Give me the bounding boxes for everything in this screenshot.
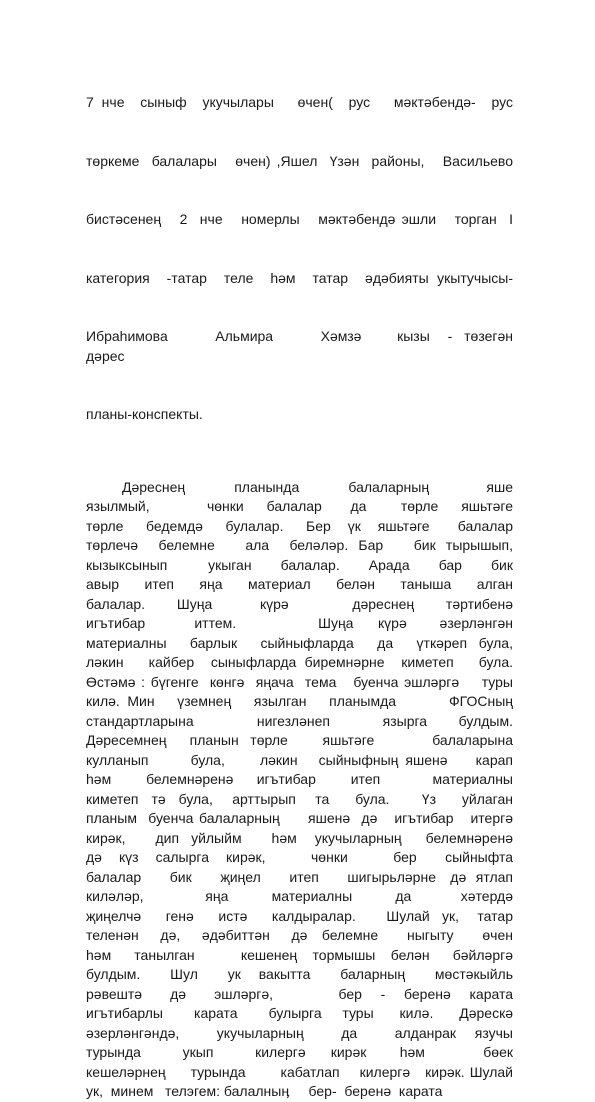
text-line: стандартларына нигезләнеп язырга булдым. — [86, 712, 513, 729]
text-line: кулланып була, ләкин сыйныфның яшенә карап — [86, 751, 513, 768]
text-line: турында укып килергә кирәк һәм бөек — [86, 1044, 513, 1060]
text-line: язылмый, чөнки балалар да төрле яшьтәге — [86, 498, 513, 514]
text-line: кирәк, дип уйлыйм һәм укучыларның белемнәренә — [86, 829, 513, 846]
intro-paragraph — [86, 54, 537, 464]
text-line: Дәресемнең планын төрле яшьтәге балаларына — [86, 732, 513, 748]
text-line: Ибраһимова Альмира Хәмзә кызы - төзегән дәрес — [86, 328, 537, 364]
body-paragraph — [86, 478, 513, 1102]
text-line: киләләр, яңа материалны да хәтердә — [86, 888, 513, 904]
text-line: балалар бик җиңел итеп шигырьләрне дә ятлап — [86, 868, 513, 885]
text-line: төрле бедемдә булалар. Бер үк яшьтәге балалар — [86, 517, 513, 534]
text-line: киметеп тә була, арттырып та була. Үз уйлаган — [86, 790, 513, 807]
text-line: авыр итеп яңа материал белән таныша алган — [86, 576, 513, 592]
text-line: ләкин кайбер сыныфларда биремнәрне киметеп була. — [86, 654, 513, 670]
text-line: игътибарлы карата булырга туры килә. Дәрескә — [86, 1005, 513, 1021]
text-line: дә күз салырга кирәк, чөнки бер сыйныфта — [86, 849, 513, 865]
text-line: һәм белемнәренә игътибар итеп материалны — [86, 771, 513, 787]
text-line: төрлечә белемне ала беләләр. Бар бик тырышып, — [86, 537, 513, 553]
text-line: рәвештә дә эшләргә, бер - беренә карата — [86, 985, 513, 1002]
text-line: игътибар иттем. Шуңа күрә әзерләнгән — [86, 615, 513, 631]
text-line: һәм танылган кешенең тормышы белән бәйләргә — [86, 946, 513, 963]
text-line: бистәсенең 2 нче номерлы мәктәбендә эшли торган I — [86, 211, 513, 227]
text-line: Өстәмә : бүгенге көнгә яңача тема буенча эшләргә туры — [86, 673, 513, 690]
text-line: ук, минем телэгем: балалныӊ бер- беренә карата — [86, 1083, 443, 1099]
text-line: төркеме балалары өчен) ,Яшел Үзән районы, Васильево — [86, 152, 513, 169]
text-line: килә. Мин үземнең язылган планымда ФГОСның — [86, 693, 513, 709]
text-line: Дәреснең планында балаларның яше — [122, 478, 513, 495]
text-line: категория -татар теле һәм татар әдәбияты укытучысы- — [86, 269, 513, 286]
text-line: планы-конспекты. — [86, 406, 203, 422]
text-line: булдым. Шул ук вакытта баларның мөстәкыйль — [86, 966, 513, 982]
text-line: 7 нче сыныф укучылары өчен( рус мәктәбендә- рус — [86, 94, 513, 110]
text-line: планым буенча балаларның яшенә дә игътибар итергә — [86, 810, 513, 826]
text-line: әзерләнгәндә, укучыларның да алданрак язучы — [86, 1024, 513, 1041]
text-line: кешеләрнең турында кабатлап килергә кирәк. Шулай — [86, 1063, 513, 1080]
text-line: кызыксынып укыган балалар. Арада бар бик — [86, 556, 513, 573]
text-line: җиңелчә генә истә калдыралар. Шулай ук, татар — [86, 907, 513, 924]
text-line: балалар. Шуңа күрә дәреснең тәртибенә — [86, 595, 513, 612]
text-line: теленән дә, әдәбиттән дә белемне ныгыту өчен — [86, 927, 513, 943]
text-line: материалны барлык сыйныфларда да үткәреп була, — [86, 634, 513, 651]
